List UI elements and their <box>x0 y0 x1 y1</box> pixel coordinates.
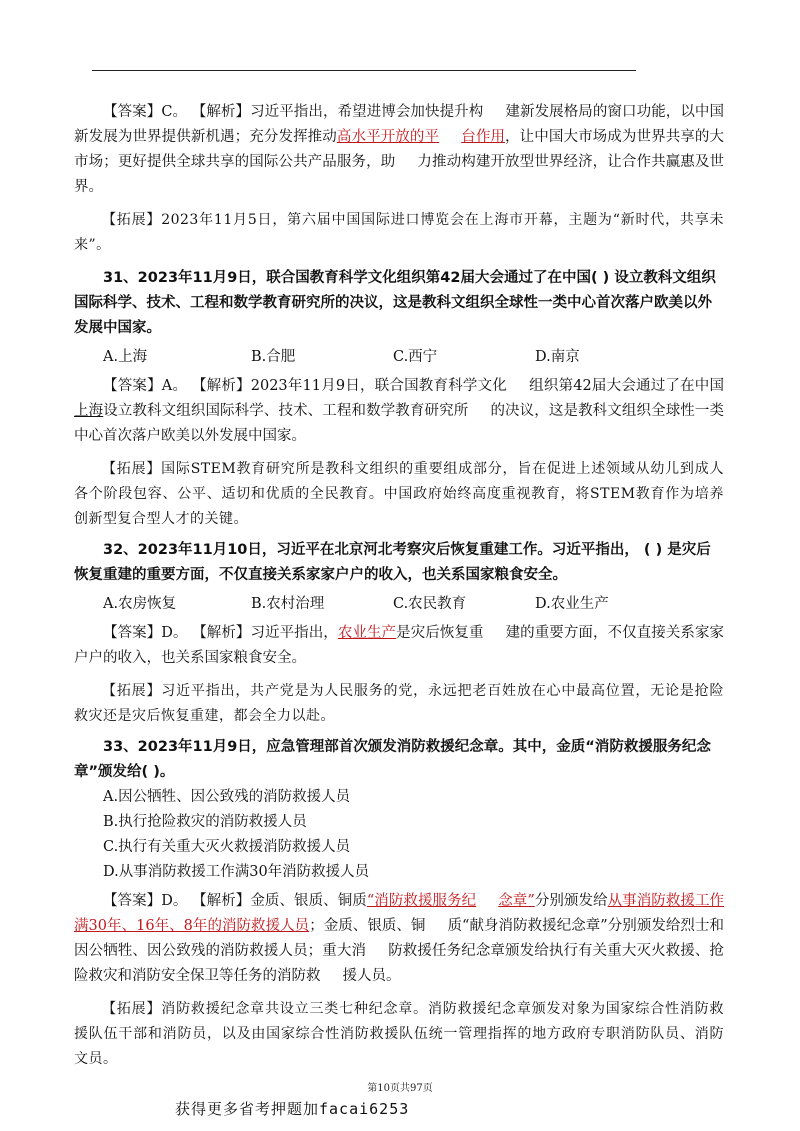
q31-option-a[interactable]: A.上海 <box>103 349 148 365</box>
q33-answer-highlight: “消防救援服务纪 <box>366 893 477 909</box>
q33-answer: 【答案】D。 【解析】金质、银质、铜质“消防救援服务纪 念章”分别颁发给从事消防救援工作满30年、16年、8年的消防救援人员；金质、银质、铜 质“献身消防救援纪念章”分别颁发给烈士和因公牺牲、因公致残的消防救援人员；重大消 防救援任务纪念章颁发给执行有关重大灭火救援、抢险救灾和消防安全保卫等任务的消防救 援人员。 <box>74 893 725 984</box>
q31-answer-underline: 上海 <box>74 403 104 419</box>
q31-answer: 【答案】A。 【解析】2023年11月9日，联合国教育科学文化 组织第42届大会通过了在中国上海设立教科文组织国际科学、技术、工程和数学教育研究所 的决议，这是教科文组织全球性一类中心首次落户欧美以外发展中国家。 <box>74 378 725 444</box>
q32-options <box>74 592 724 617</box>
q32-answer-highlight: 农业生产 <box>337 625 397 641</box>
page-number: 第10页共97页 <box>367 1083 433 1094</box>
q33-option-c[interactable]: C.执行有关重大灭火救援消防救援人员 <box>103 839 351 855</box>
q32-option-d[interactable]: D.农业生产 <box>535 596 609 612</box>
q33-option-d[interactable]: D.从事消防救援工作满30年消防救援人员 <box>103 864 370 880</box>
q32-option-c[interactable]: C.农民教育 <box>393 596 467 612</box>
q31-option-d[interactable]: D.南京 <box>535 349 580 365</box>
q33-option-a[interactable]: A.因公牺牲、因公致残的消防救援人员 <box>103 789 351 805</box>
q31-question: 31、2023年11月9日，联合国教育科学文化组织第42届大会通过了在中国( ) 设立教科文组织国际科学、技术、工程和数学教育研究所的决议，这是教科文组织全球性一类中心首次落户欧美以外发展中国家。 <box>74 270 716 336</box>
q32-option-b[interactable]: B.农村治理 <box>251 596 325 612</box>
q33-extension: 【拓展】消防救援纪念章共设立三类七种纪念章。消防救援纪念章颁发对象为国家综合性消防救援队伍干部和消防员，以及由国家综合性消防救援队伍统一管理指挥的地方政府专职消防队员、消防文员。 <box>74 1001 724 1067</box>
q31-options <box>74 345 724 370</box>
q32-question: 32、2023年11月10日，习近平在北京河北考察灾后恢复重建工作。习近平指出， ( ) 是灾后恢复重建的重要方面，不仅直接关系家家户户的收入，也关系国家粮食安全。 <box>74 542 711 583</box>
header-rule <box>92 70 636 71</box>
document-body <box>74 100 724 1072</box>
q33-question: 33、2023年11月9日，应急管理部首次颁发消防救援纪念章。其中，金质“消防救援服务纪念章”颁发给( )。 <box>74 739 711 780</box>
q32-answer: 【答案】D。 【解析】习近平指出，农业生产是灾后恢复重 建的重要方面，不仅直接关系家家户户的收入，也关系国家粮食安全。 <box>74 625 725 666</box>
q30-answer-highlight: 高水平开放的平 <box>336 129 440 145</box>
q32-option-a[interactable]: A.农房恢复 <box>103 596 177 612</box>
q33-option-b[interactable]: B.执行抢险救灾的消防救援人员 <box>103 814 307 830</box>
promo-text: 获得更多省考押题加facai6253 <box>175 1100 410 1118</box>
q31-extension: 【拓展】国际STEM教育研究所是教科文组织的重要组成部分，旨在促进上述领域从幼儿到成人各个阶段包容、公平、适切和优质的全民教育。中国政府始终高度重视教育，将STEM教育作为培养创新型复合型人才的关键。 <box>74 461 724 527</box>
q30-answer: 【答案】C。 【解析】习近平指出，希望进博会加快提升构 建新发展格局的窗口功能，以中国新发展为世界提供新机遇；充分发挥推动高水平开放的平 台作用，让中国大市场成为世界共享的大市场；更好提供全球共享的国际公共产品服务，助 力推动构建开放型世界经济，让合作共赢惠及世界。 <box>74 104 725 195</box>
q32-extension: 【拓展】习近平指出，共产党是为人民服务的党，永远把老百姓放在心中最高位置，无论是抢险救灾还是灾后恢复重建，都会全力以赴。 <box>74 683 724 724</box>
q30-extension: 【拓展】2023年11月5日，第六届中国国际进口博览会在上海市开幕，主题为“新时代，共享未来”。 <box>74 212 724 253</box>
q31-option-b[interactable]: B.合肥 <box>251 349 296 365</box>
q31-option-c[interactable]: C.西宁 <box>393 349 438 365</box>
